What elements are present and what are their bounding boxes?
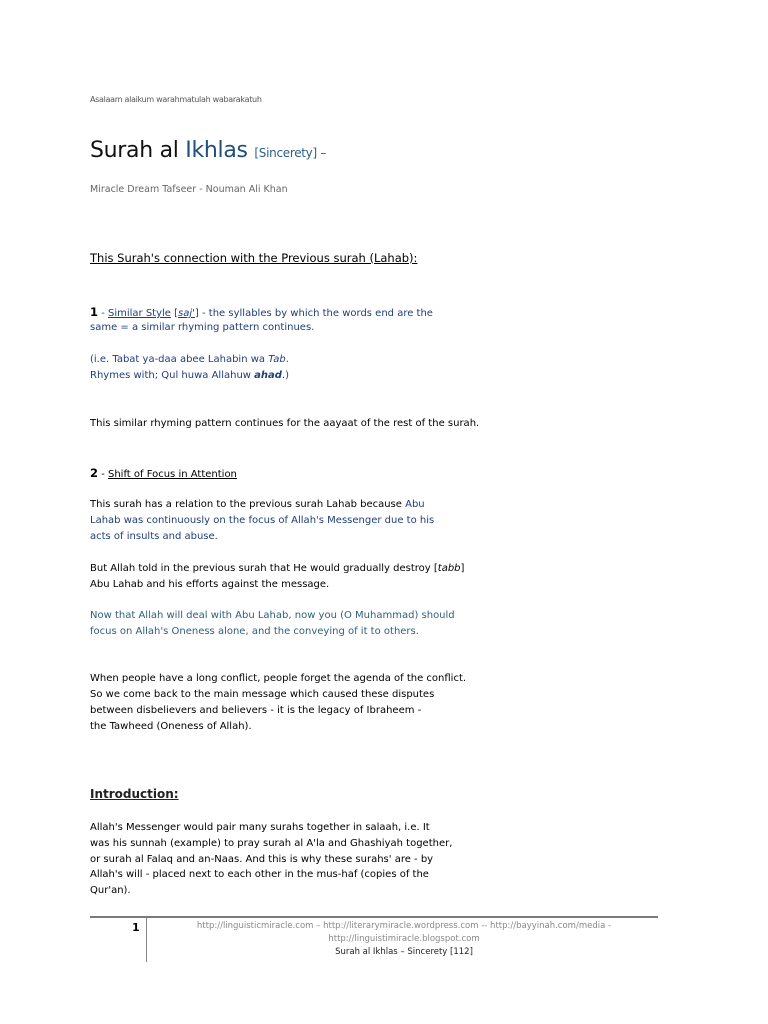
p2-line-1-end: ]	[460, 563, 465, 574]
example-2-emphasis: ahad	[254, 370, 282, 381]
point-1-line-1-rest: - the syllables by which the words end are the	[198, 308, 433, 319]
point-2-p1-line-2: Lahab was continuously on the focus of Allah's Messenger due to his	[90, 515, 435, 526]
point-2-p1-line-1	[90, 497, 425, 513]
point-2-p4-line-3: between disbelievers and believers - it is the legacy of Ibraheem -	[90, 705, 422, 716]
p1-line-1-abu: Abu	[405, 499, 425, 510]
p2-line-1-text: But Allah told in the previous surah that He would gradually destroy [	[90, 563, 438, 574]
connection-heading-text: This Surah's connection with the Previous surah (Lahab)	[90, 251, 414, 265]
point-2-p4-line-1: When people have a long conflict, people forget the agenda of the conflict.	[90, 673, 467, 684]
footer-text	[150, 920, 658, 959]
point-1-bracket-close: ]	[194, 308, 199, 319]
introduction-line-3: or surah al Falaq and an-Naas. And this is why these surahs' are - by	[90, 854, 434, 865]
introduction-heading: Introduction:	[90, 787, 179, 801]
point-1-bracket-open: [	[170, 308, 179, 319]
example-1-text: (i.e. Tabat ya-daa abee Lahabin wa	[90, 354, 269, 365]
point-1-term: saj'	[178, 308, 195, 319]
example-2-end: .)	[281, 370, 290, 381]
footer-doc-title: Surah al Ikhlas – Sincerety [112]	[335, 947, 473, 957]
footer-vertical-divider	[146, 918, 147, 962]
point-2-heading	[90, 465, 237, 483]
point-2-p4-line-2: So we come back to the main message which caused these disputes	[90, 689, 435, 700]
point-1-example-line-1	[90, 352, 289, 368]
introduction-line-4: Allah's will - placed next to each other in the mus-haf (copies of the	[90, 869, 429, 880]
footer-links-line-2: http://linguistimiracle.blogspot.com	[328, 934, 480, 944]
point-1-line-2: same = a similar rhyming pattern continues.	[90, 322, 315, 333]
point-1-dash: -	[98, 308, 108, 319]
introduction-line-5: Qur'an).	[90, 885, 131, 896]
point-1-continuation: This similar rhyming pattern continues for the aayaat of the rest of the surah.	[90, 418, 480, 429]
point-1-example-line-2	[90, 368, 289, 384]
point-1-number: 1	[90, 305, 99, 319]
introduction-line-2: was his sunnah (example) to pray surah al A'la and Ghashiyah together,	[90, 838, 453, 849]
byline: Miracle Dream Tafseer - Nouman Ali Khan	[90, 184, 288, 195]
p2-line-1-tabb: tabb	[437, 563, 461, 574]
connection-heading-colon: :	[413, 251, 418, 265]
point-2-number: 2	[90, 466, 99, 480]
greeting-text: Asalaam alaikum warahmatulah wabarakatuh	[90, 95, 262, 104]
title-subtitle: [Sincerety] –	[254, 146, 327, 160]
footer-links-line-1: http://linguisticmiracle.com – http://literarymiracle.wordpress.com -- http://bayyinah.com/media -	[196, 921, 612, 931]
title-prefix: Surah al	[90, 138, 186, 163]
page-number: 1	[132, 921, 140, 934]
point-2-p3-line-2: focus on Allah's Oneness alone, and the conveying of it to others.	[90, 626, 419, 637]
p1-line-1-text: This surah has a relation to the previous surah Lahab because	[90, 499, 406, 510]
point-2-p3-line-1: Now that Allah will deal with Abu Lahab, now you (O Muhammad) should	[90, 610, 455, 621]
point-2-p4-line-4: the Tawheed (Oneness of Allah).	[90, 721, 252, 732]
example-1-emphasis: Tab	[268, 354, 286, 365]
example-1-end: .	[285, 354, 289, 365]
point-2-dash: -	[98, 469, 108, 480]
example-2-text: Rhymes with; Qul huwa Allahuw	[90, 370, 255, 381]
footer-divider	[90, 916, 658, 918]
point-2-label: Shift of Focus in Attention	[107, 469, 237, 480]
point-2-p2-line-2: Abu Lahab and his efforts against the message.	[90, 579, 330, 590]
point-1-label: Similar Style	[107, 308, 171, 319]
introduction-line-1: Allah's Messenger would pair many surahs together in salaah, i.e. It	[90, 822, 430, 833]
point-2-p2-line-1	[90, 561, 464, 577]
connection-heading	[90, 251, 417, 265]
point-2-p1-line-3: acts of insults and abuse.	[90, 531, 218, 542]
page-title	[90, 138, 326, 163]
title-surah-name: Ikhlas	[185, 138, 248, 163]
